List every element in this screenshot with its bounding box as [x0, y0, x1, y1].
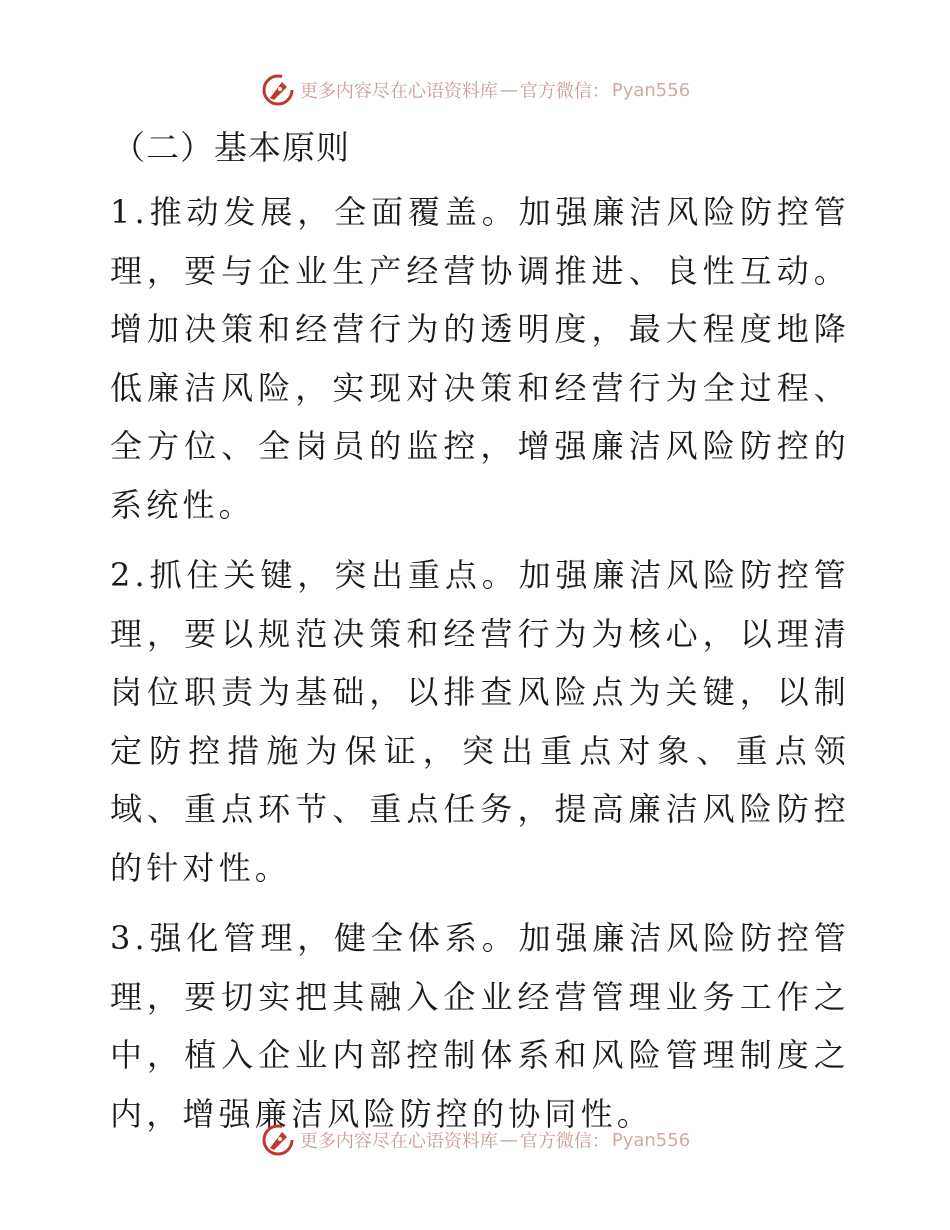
watermark-wechat-id: Pyan556	[611, 79, 691, 101]
watermark-brand-text: 更多内容尽在心语资料库	[299, 81, 498, 102]
watermark-official-label: 官方微信：	[519, 1131, 610, 1152]
watermark-brand-text: 更多内容尽在心语资料库	[299, 1131, 498, 1152]
principle-paragraph-1	[98, 183, 850, 534]
principle-paragraph-2	[98, 546, 850, 897]
pen-nib-logo-icon	[260, 72, 296, 108]
document-body	[98, 125, 850, 1155]
watermark-separator: —	[499, 1129, 518, 1151]
watermark-official-label: 官方微信：	[519, 81, 610, 102]
section-title: （二）基本原则	[112, 128, 350, 167]
watermark-wechat-id: Pyan556	[611, 1129, 691, 1151]
pen-nib-logo-icon	[260, 1122, 296, 1158]
paragraph-text: 1.推动发展，全面覆盖。加强廉洁风险防控管理，要与企业生产经营协调推进、良性互动。增加决策和经营行为的透明度，最大程度地降低廉洁风险，实现对决策和经营行为全过程、全方位、全岗员的监控，增强廉洁风险防控的系统性。	[110, 193, 850, 524]
paragraph-text: 3.强化管理，健全体系。加强廉洁风险防控管理，要切实把其融入企业经营管理业务工作之中，植入企业内部控制体系和风险管理制度之内，增强廉洁风险防控的协同性。	[110, 919, 850, 1133]
watermark-separator: —	[499, 79, 518, 101]
header-watermark	[0, 70, 950, 110]
principle-paragraph-3	[98, 909, 850, 1143]
footer-watermark	[0, 1120, 950, 1160]
paragraph-text: 2.抓住关键，突出重点。加强廉洁风险防控管理，要以规范决策和经营行为为核心，以理清岗位职责为基础，以排查风险点为关键，以制定防控措施为保证，突出重点对象、重点领域、重点环节、重点任务，提高廉洁风险防控的针对性。	[110, 556, 850, 887]
